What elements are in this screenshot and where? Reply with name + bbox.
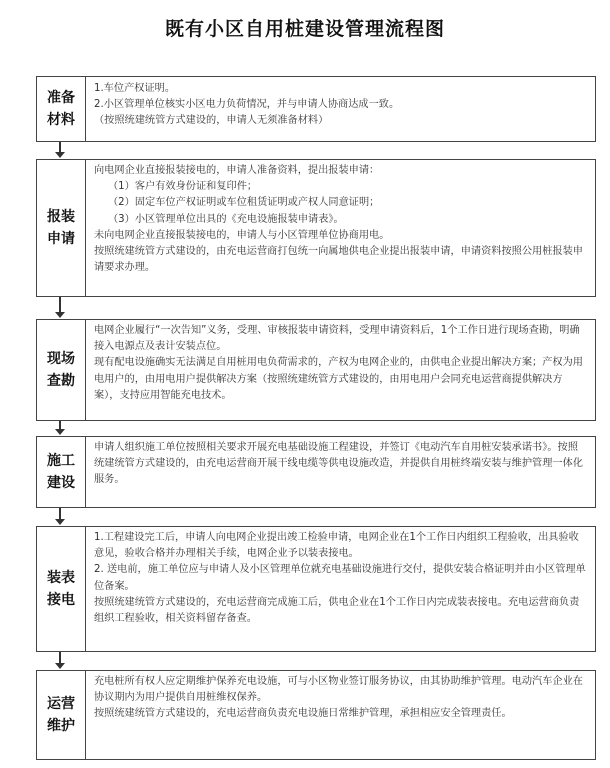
step-label-line: 准备 (47, 90, 75, 106)
step-content (86, 671, 595, 759)
step-label-line: 现场 (47, 351, 75, 367)
step-content (86, 527, 595, 651)
step-label (37, 320, 86, 420)
content-line: 2.小区管理单位核实小区电力负荷情况，并与申请人协商达成一致。 (94, 99, 400, 111)
content-line: 1.车位产权证明。 (94, 83, 176, 94)
content-line: 申请人组织施工单位按照相关要求开展充电基础设施工程建设，并签订《电动汽车自用桩安装承诺书》。按照统建统管方式建设的，由充电运营商开展干线电缆等供电设施改造，并提供自用桩终端安装与维护管理一体化服务。 (94, 442, 583, 486)
step-label (37, 160, 86, 296)
step-content (86, 77, 595, 141)
step-site-survey (36, 319, 596, 421)
content-line: （1）客户有效身份证和复印件； (108, 181, 258, 193)
step-label-line: 装表 (47, 570, 75, 586)
flow-arrow (59, 142, 61, 153)
step-label-line: 报装 (47, 209, 75, 225)
flow-arrow (59, 652, 61, 664)
content-line: 充电桩所有权人应定期维护保养充电设施，可与小区物业签订服务协议，由其协助维护管理。电动汽车企业在协议期内为用户提供自用桩维权保养。 (94, 676, 583, 704)
step-content (86, 320, 595, 420)
diagram-title: 既有小区自用桩建设管理流程图 (164, 18, 445, 40)
content-line: （按照统建统管方式建设的，申请人无须准备材料） (94, 115, 329, 127)
content-line: （2）固定车位产权证明或车位租赁证明或产权人同意证明； (108, 197, 380, 209)
flow-arrow (59, 297, 61, 313)
content-line: （3）小区管理单位出具的《充电设施报装申请表》。 (108, 213, 344, 225)
content-line: 1.工程建设完工后，申请人向电网企业提出竣工检验申请，电网企业在1个工作日内组织工程验收，出具验收意见，验收合格并办理相关手续，电网企业予以装表接电。 (94, 532, 579, 560)
content-line: 电网企业履行“一次告知”义务，受理、审核报装申请资料，受理申请资料后，1个工作日进行现场查勘，明确接入电源点及表计安装点位。 (94, 325, 580, 353)
flow-arrow (59, 421, 61, 430)
step-prepare-materials (36, 76, 596, 142)
step-label-line: 建设 (47, 475, 75, 491)
step-label-line: 运营 (47, 696, 75, 712)
content-line: 按照统建统管方式建设的，充电运营商完成施工后，供电企业在1个工作日内完成装表接电。充电运营商负责组织工程验收，相关资料留存备查。 (94, 596, 580, 625)
step-content (86, 437, 595, 507)
step-label-line: 接电 (47, 592, 75, 608)
content-line: 按照统建统管方式建设的，充电运营商负责充电设施日常维护管理，承担相应安全管理责任。 (94, 708, 512, 720)
content-line: 向电网企业直接报装接电的，申请人准备资料，提出报装申请： (94, 165, 380, 176)
step-label-line: 材料 (47, 112, 75, 128)
flow-arrow (59, 508, 61, 520)
step-label (37, 437, 86, 507)
content-line: 未向电网企业直接报装接电的，申请人与小区管理单位协商用电。 (94, 229, 390, 241)
step-label-line: 查勘 (47, 373, 75, 389)
step-construction (36, 436, 596, 508)
step-label-line: 申请 (47, 231, 75, 247)
step-application (36, 159, 596, 297)
step-label (37, 671, 86, 759)
content-line: 2. 送电前，施工单位应与申请人及小区管理单位就充电基础设施进行交付，提供安装合格证明并由小区管理单位备案。 (94, 564, 586, 592)
step-label-line: 施工 (47, 453, 75, 469)
step-operation-maintenance (36, 670, 596, 760)
content-line: 现有配电设施确实无法满足自用桩用电负荷需求的，产权为电网企业的，由供电企业提出解决方案；产权为用电用户的，由用电用户提供解决方案（按照统建统管方式建设的，由用电用户会同充电运营商提供解决方案），支持应用智能充电技术。 (94, 357, 583, 401)
step-content (86, 160, 595, 296)
step-label (37, 527, 86, 651)
step-label (37, 77, 86, 141)
step-label-line: 维护 (47, 718, 75, 734)
content-line: 按照统建统管方式建设的，由充电运营商打包统一向属地供电企业提出报装申请，申请资料按照公用桩报装申请要求办理。 (94, 246, 583, 274)
step-metering-power (36, 526, 596, 652)
